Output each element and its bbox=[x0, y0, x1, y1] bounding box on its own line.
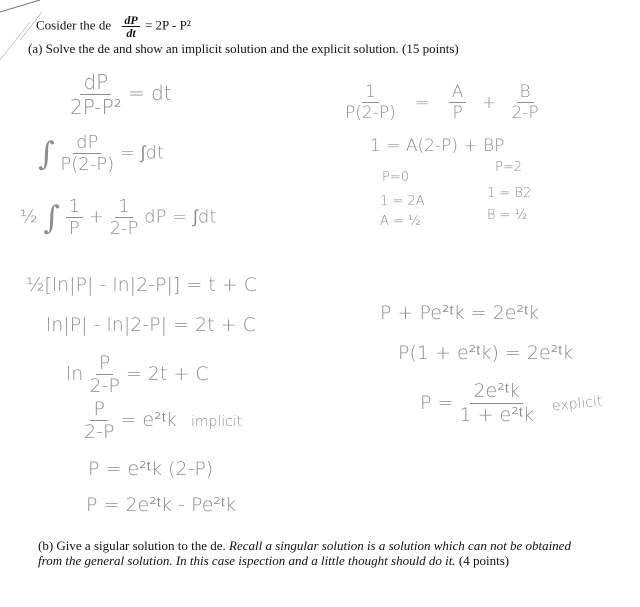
solve-step-2: P = 2e²ᵗk - Pe²ᵗk bbox=[86, 494, 237, 516]
implicit-label: implicit bbox=[190, 414, 243, 430]
part-b-prompt bbox=[38, 538, 598, 568]
integral-fraction: $\frac{dP}{P(2-P)}$ bbox=[60, 132, 115, 175]
derivative-numerator: dP bbox=[124, 13, 138, 27]
equation-a: 1 = 2A bbox=[380, 194, 425, 209]
rearrange-step-2: P(1 + e²ᵗk) = 2e²ᵗk bbox=[398, 342, 574, 364]
question-header bbox=[36, 14, 191, 39]
explicit-solution: P = $\frac{\text{2e²ᵗk}}{\text{1 + e²ᵗk}}$ bbox=[420, 380, 535, 426]
part-b-definition: Recall a singular solution is a solution which can not be obtained from the general solution. In this case ispection and a little thought should do it. bbox=[38, 538, 571, 568]
part-b-points: (4 points) bbox=[458, 553, 510, 568]
log-step-3: ln $\frac{P}{2-P}$ = 2t + C bbox=[66, 352, 209, 397]
integral-sign-icon: ∫ bbox=[38, 134, 55, 173]
separation-step bbox=[70, 70, 172, 119]
rearrange-step-1: P + Pe²ᵗk = 2e²ᵗk bbox=[380, 302, 540, 324]
partial-fraction-integral: ½ ∫ $\frac{1}{P}$ + $\frac{1}{2-P}$ dP = ∫dt bbox=[20, 196, 217, 239]
substitute-p0: P=0 bbox=[382, 170, 410, 185]
partial-fraction-expand: 1 = A(2-P) + BP bbox=[370, 136, 505, 156]
integral-rhs: = ∫dt bbox=[119, 142, 165, 164]
derivative-denominator: dt bbox=[126, 26, 136, 40]
partial-fraction-setup: $\frac{1}{P(2-P)}$ = $\frac{A}{P}$ + $\frac{B}{2-P}$ bbox=[345, 82, 539, 123]
question-prefix: Cosider the de bbox=[36, 17, 112, 33]
integral-step bbox=[38, 132, 164, 175]
derivative-fraction bbox=[122, 14, 139, 39]
value-b: B = ½ bbox=[487, 208, 528, 223]
part-b-lead: (b) Give a sigular solution to the de. bbox=[38, 538, 226, 553]
log-step-1: ½[ln|P| - ln|2-P|] = t + C bbox=[26, 274, 257, 296]
solve-step-1: P = e²ᵗk (2-P) bbox=[88, 458, 214, 480]
part-a-prompt: (a) Solve the de and show an implicit solution and the explicit solution. (15 points) bbox=[28, 41, 459, 56]
question-rhs: = 2P - P² bbox=[144, 17, 191, 33]
implicit-solution: $\frac{P}{2-P}$ = e²ᵗk implicit bbox=[84, 398, 243, 443]
equation-b: 1 = B2 bbox=[487, 186, 532, 201]
substitute-p2: P=2 bbox=[495, 160, 523, 175]
separation-fraction: $\frac{dP}{\text{2P-P²}}$ bbox=[70, 70, 122, 119]
log-step-2: ln|P| - ln|2-P| = 2t + C bbox=[46, 314, 256, 336]
explicit-label: explicit bbox=[551, 393, 604, 415]
separation-rhs: = dt bbox=[128, 81, 172, 105]
integral-sign-icon: ∫ bbox=[43, 198, 60, 237]
value-a: A = ½ bbox=[380, 214, 421, 229]
